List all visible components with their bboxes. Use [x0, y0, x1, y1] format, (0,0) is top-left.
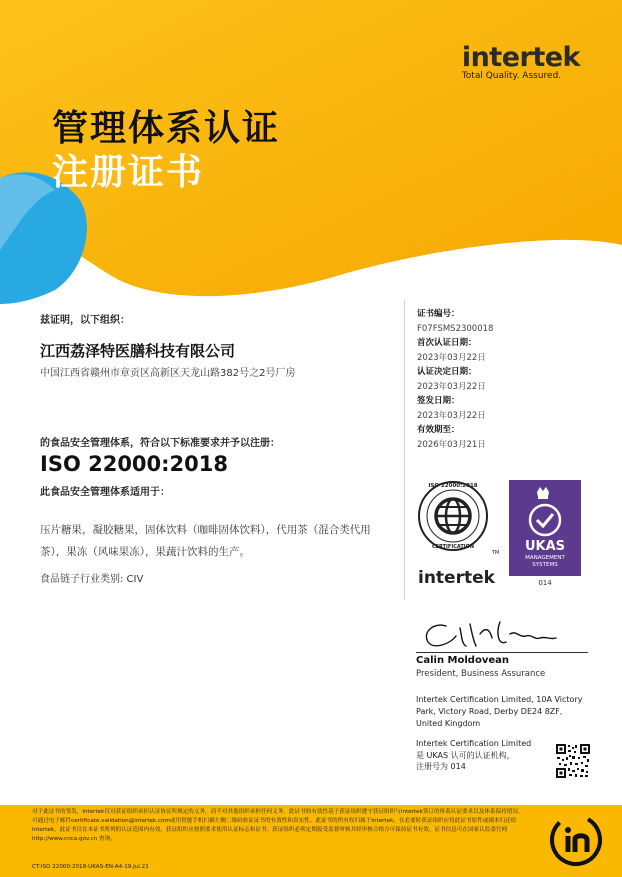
- signature-line: [416, 652, 588, 653]
- ukas-line-1: MANAGEMENT: [525, 555, 565, 561]
- column-divider: [404, 300, 405, 600]
- tm-mark: TM: [492, 550, 500, 556]
- ukas-mark: [509, 480, 581, 587]
- ukas-number: 014: [538, 579, 552, 587]
- certifies-label: 兹证明，以下组织：: [40, 315, 130, 326]
- cert-no-label: 证书编号：: [417, 309, 460, 319]
- ukas-statement-line-3: 注册号为 014: [416, 762, 466, 771]
- footer-disclaimer: 对于此证书的签发，Intertek仅对获证组织承担认证协议所规定的义务，而不对其他组织承担任何义务。此证书的有效性基于获证组织遵守获证组织与Intertek签订的体系认证要求以及体系保持情况。可通过电子邮件certificate.validation@intertek.com或用智能手机扫描左侧二维码验证证书的有效性和真实性。此证书的所有权归属于Intertek，在必要时获证组织应将此证书原件或副本归还给Intertek。此证书仅在本证书所列的认证范围内有效，获证组织应按照要求使用认证标志和证书。获证组织必须定期接受监督审核并经审核合格方可保持证书有效。证书信息可在国家认监委官网 http://www.cnca.gov.cn 查询。: [32, 809, 524, 842]
- signatory-title: President, Business Assurance: [416, 669, 546, 679]
- food-chain-category: 食品链子行业类别: CIV: [40, 574, 144, 585]
- certificate-info: [417, 307, 493, 452]
- mark-intertek-word: intertek: [418, 568, 495, 588]
- footer-band: [0, 805, 622, 877]
- ukas-statement-line-1: Intertek Certification Limited: [416, 739, 532, 748]
- ukas-statement: [416, 738, 556, 773]
- applies-label: 此食品安全管理体系适用于：: [40, 487, 170, 498]
- scope-line-2: 茶），果冻（风味果冻），果蔬汁饮料的生产。: [40, 546, 250, 558]
- decision-date-value: 2023年03月22日: [417, 381, 486, 392]
- expiry-date-value: 2026年03月21日: [417, 439, 486, 450]
- iso-certification-mark: [418, 482, 499, 588]
- standard-name: ISO 22000:2018: [40, 452, 229, 476]
- verification-qr-code[interactable]: [556, 744, 590, 778]
- logo-tagline: Total Quality. Assured.: [461, 71, 562, 81]
- scope-line-1: 压片糖果，凝胶糖果，固体饮料（咖啡固体饮料），代用茶（混合类代用: [40, 524, 371, 536]
- initial-date-label: 首次认证日期：: [417, 338, 477, 348]
- ukas-name: UKAS: [524, 539, 566, 554]
- footer-document-code: CT-ISO 22000:2018-UKAS-EN-A4-19.Jul.21: [32, 864, 149, 870]
- issue-date-label: 签发日期：: [417, 396, 460, 406]
- issue-date-value: 2023年03月22日: [417, 410, 486, 421]
- initial-date-value: 2023年03月22日: [417, 352, 486, 363]
- ukas-statement-line-2: 是 UKAS 认可的认证机构，: [416, 750, 515, 760]
- scope-intro: 的食品安全管理体系，符合以下标准要求并予以注册：: [40, 438, 280, 449]
- title-line-2: 注册证书: [52, 152, 205, 193]
- signatory-name: Calin Moldovean: [416, 655, 509, 666]
- ukas-line-2: SYSTEMS: [532, 562, 558, 568]
- certification-scope: [40, 519, 380, 563]
- intertek-in-icon: [548, 812, 604, 868]
- certification-body-address: Intertek Certification Limited, 10A Victory Park, Victory Road, Derby DE24 8ZF, United Kingdom: [416, 695, 583, 728]
- logo-wordmark: intertek: [461, 42, 580, 73]
- company-name: 江西荔泽特医膳科技有限公司: [40, 342, 236, 360]
- expiry-date-label: 有效期至：: [417, 425, 460, 435]
- iso-ring-top: ISO 22000:2018: [428, 483, 478, 489]
- cert-no-value: F07FSMS2300018: [417, 323, 494, 334]
- company-address: 中国江西省赣州市章贡区高新区天龙山路382号之2号厂房: [40, 368, 296, 379]
- signature-image: [416, 612, 576, 652]
- accreditation-marks: [416, 478, 586, 590]
- intertek-logo: [462, 42, 580, 81]
- iso-ring-bottom: CERTIFICATION: [431, 544, 475, 550]
- title-line-1: 管理体系认证: [52, 108, 281, 149]
- decision-date-label: 认证决定日期：: [417, 367, 477, 377]
